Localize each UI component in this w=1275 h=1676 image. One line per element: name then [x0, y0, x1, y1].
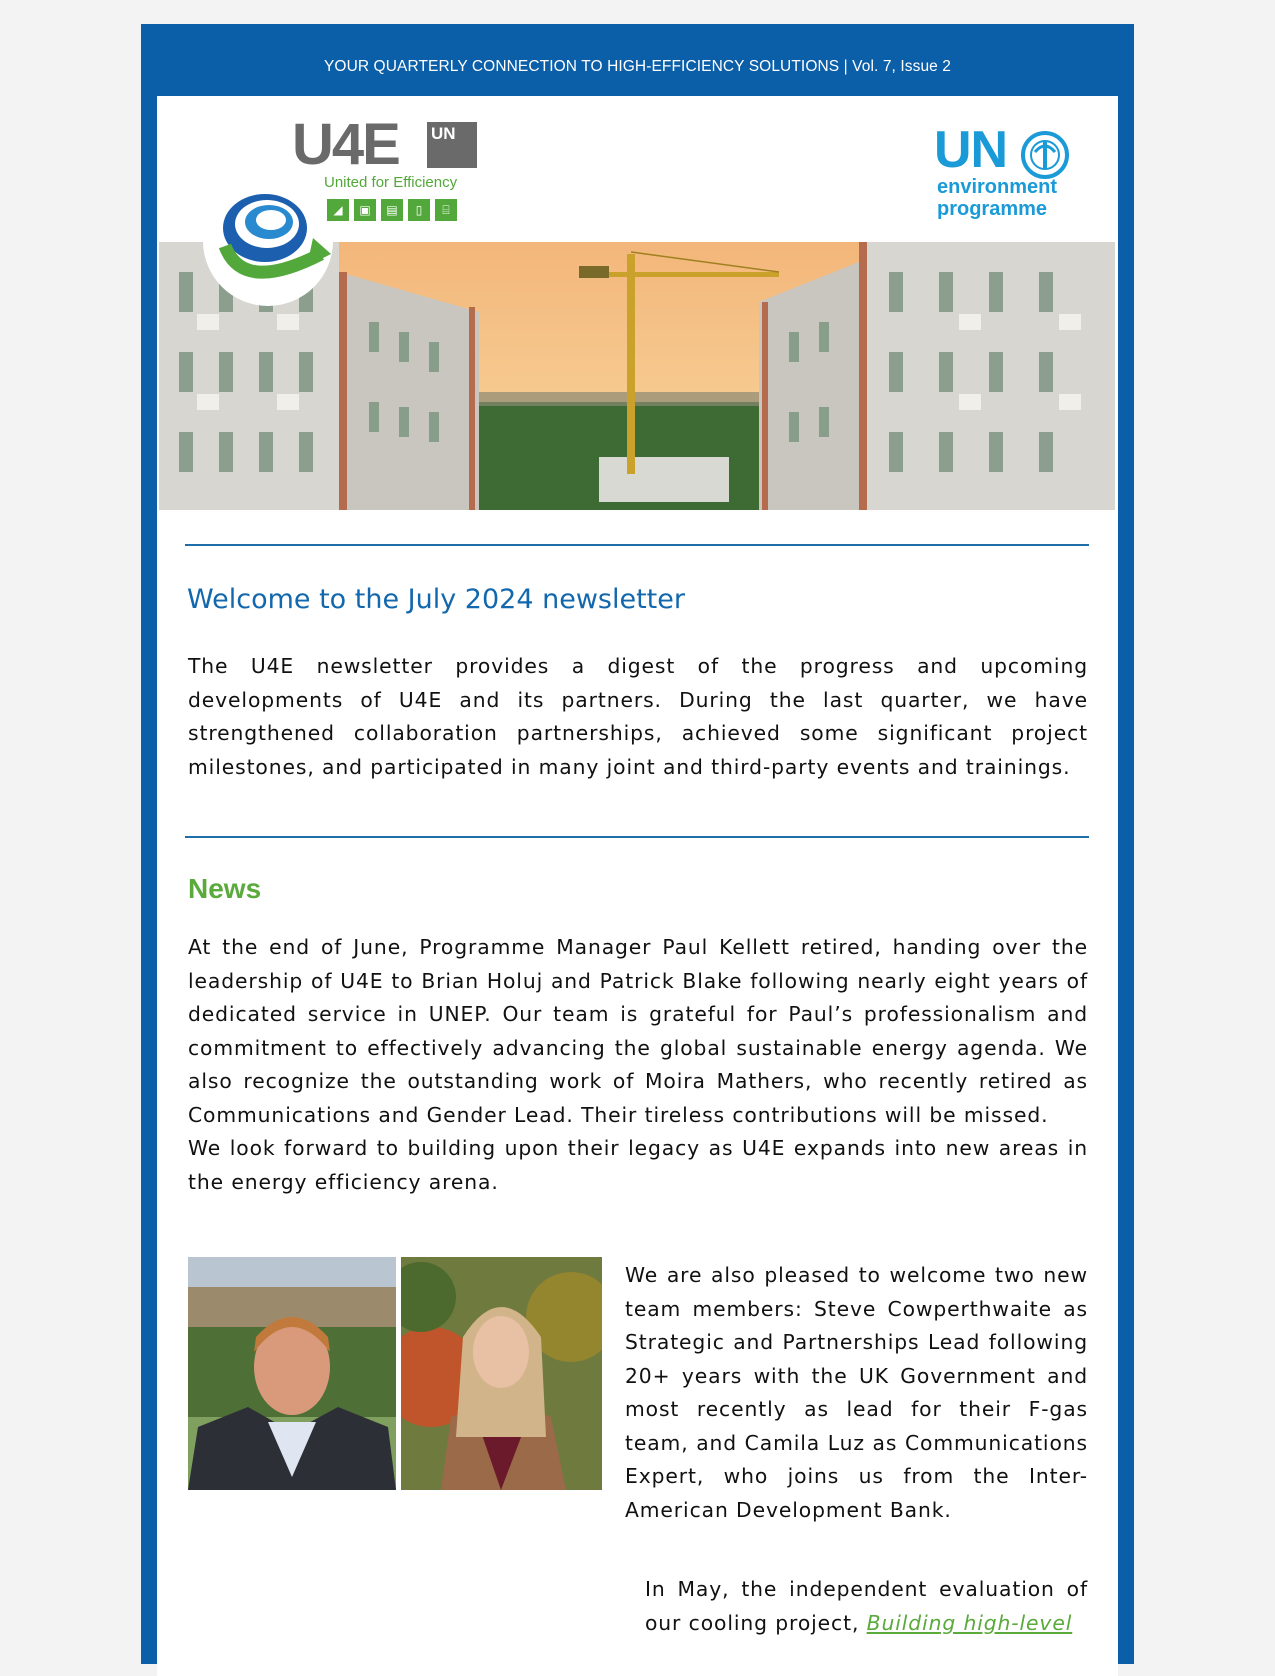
unep-line-environment: environment	[937, 176, 1058, 198]
u4e-product-icons	[327, 199, 457, 221]
u4e-tagline: United for Efficiency	[324, 174, 458, 191]
unep-logo	[934, 121, 1084, 226]
divider	[185, 544, 1089, 546]
news-paragraph: We look forward to building upon their legacy as U4E expands into new areas in the energy efficiency arena.	[188, 1136, 1088, 1194]
news-paragraph: At the end of June, Programme Manager Paul Kellett retired, handing over the leadership of U4E to Brian Holuj and Patrick Blake following nearly eight years of dedicated service in UNEP. Our team is grateful for Paul’s professionalism and commitment to effectively advancing the global sustainable energy agenda. We also recognize the outstanding work of Moira Mathers, who recently retired as Communications and Gender Lead. Their tireless contributions will be missed.	[188, 935, 1088, 1127]
welcome-title: Welcome to the July 2024 newsletter	[187, 584, 685, 615]
u4e-logo	[201, 108, 501, 258]
refrigerator-icon: ▣	[354, 199, 376, 221]
divider	[185, 836, 1089, 838]
un-badge-label: UN	[431, 124, 456, 143]
transformer-icon: ⌸	[435, 199, 457, 221]
unep-un: UN	[934, 121, 1008, 179]
motor-icon: ▯	[408, 199, 430, 221]
team-photo-camila	[401, 1257, 602, 1490]
u4e-wordmark: U4E	[292, 112, 399, 177]
newsletter-frame	[141, 24, 1134, 1664]
issue-banner: YOUR QUARTERLY CONNECTION TO HIGH-EFFICIENCY SOLUTIONS | Vol. 7, Issue 2	[323, 58, 952, 75]
news-title: News	[188, 873, 262, 904]
cooling-project-link[interactable]: Building high-level	[866, 1610, 1073, 1635]
un-emblem-icon	[1020, 130, 1070, 180]
team-photo-steve	[188, 1257, 396, 1490]
welcome-body: The U4E newsletter provides a digest of the progress and upcoming developments of U4E and its partners. During the last quarter, we have strengthened collaboration partnerships, achieved some significant project milestones, and participated in many joint and third-party events and trainings.	[188, 654, 1088, 779]
unep-text	[937, 176, 1057, 220]
newsletter-page	[157, 96, 1118, 1676]
news-paragraph: We are also pleased to welcome two new team members: Steve Cowperthwaite as Strategic and Partnerships Lead following 20+ years with the UK Government and most recently as lead for their F-gas team, and Camila Luz as Communications Expert, who joins us from the Inter-American Development Bank.	[625, 1263, 1088, 1522]
air-conditioner-icon: ▤	[381, 199, 403, 221]
lighting-icon: ◢	[327, 199, 349, 221]
un-badge	[427, 122, 477, 168]
unep-line-programme: programme	[937, 198, 1048, 220]
news-paragraph-text: In May, the independent evaluation of our cooling project,	[645, 1577, 1088, 1635]
news-paragraph	[645, 1573, 1088, 1640]
